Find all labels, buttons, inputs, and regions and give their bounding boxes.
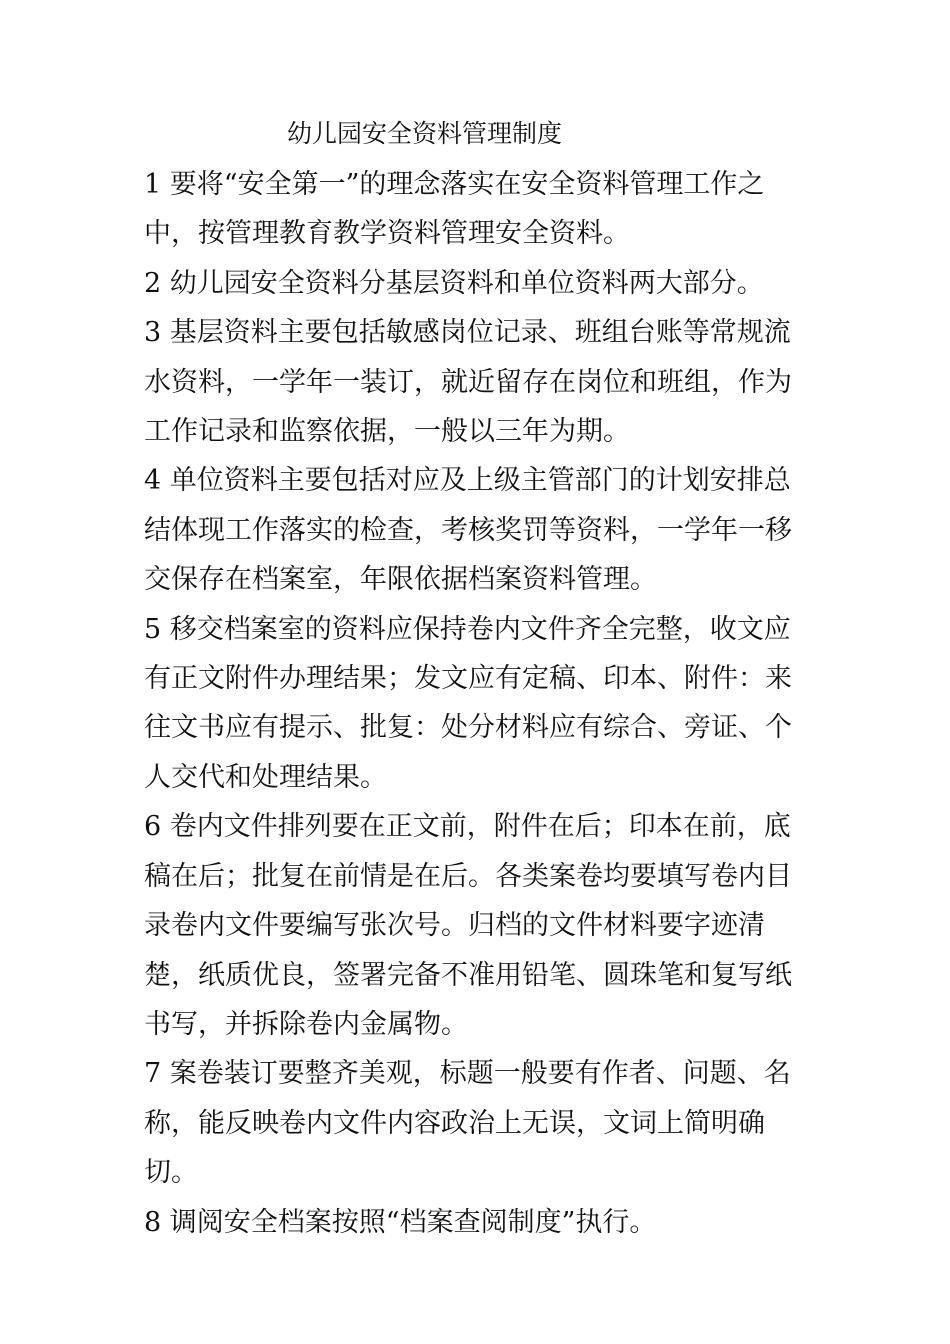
paragraph-1: 1 要将“安全第一”的理念落实在安全资料管理工作之中，按管理教育教学资料管理安全资料。 <box>144 169 765 250</box>
paragraph-7: 7 案卷装订要整齐美观，标题一般要有作者、问题、名称，能反映卷内文件内容政治上无误，文词上简明确切。 <box>144 1058 791 1189</box>
document-body <box>144 160 814 1247</box>
paragraph-3: 3 基层资料主要包括敏感岗位记录、班组台账等常规流水资料，一学年一装订，就近留存在岗位和班组，作为工作记录和监察依据，一般以三年为期。 <box>144 317 792 448</box>
paragraph-5: 5 移交档案室的资料应保持卷内文件齐全完整，收文应有正文附件办理结果；发文应有定稿、印本、附件：来往文书应有提示、批复：处分材料应有综合、旁证、个人交代和处理结果。 <box>144 613 792 793</box>
paragraph-6: 6 卷内文件排列要在正文前，附件在后；印本在前，底稿在后；批复在前情是在后。各类案卷均要填写卷内目录卷内文件要编写张次号。归档的文件材料要字迹清楚，纸质优良，签署完备不准用铅笔、圆珠笔和复写纸书写，并拆除卷内金属物。 <box>144 811 792 1040</box>
paragraph-8: 8 调阅安全档案按照“档案查阅制度”执行。 <box>144 1206 657 1238</box>
document-title: 幼儿园安全资料管理制度 <box>287 119 563 148</box>
paragraph-4: 4 单位资料主要包括对应及上级主管部门的计划安排总结体现工作落实的检查，考核奖罚等资料，一学年一移交保存在档案室，年限依据档案资料管理。 <box>144 465 792 596</box>
paragraph-2: 2 幼儿园安全资料分基层资料和单位资料两大部分。 <box>144 267 764 299</box>
